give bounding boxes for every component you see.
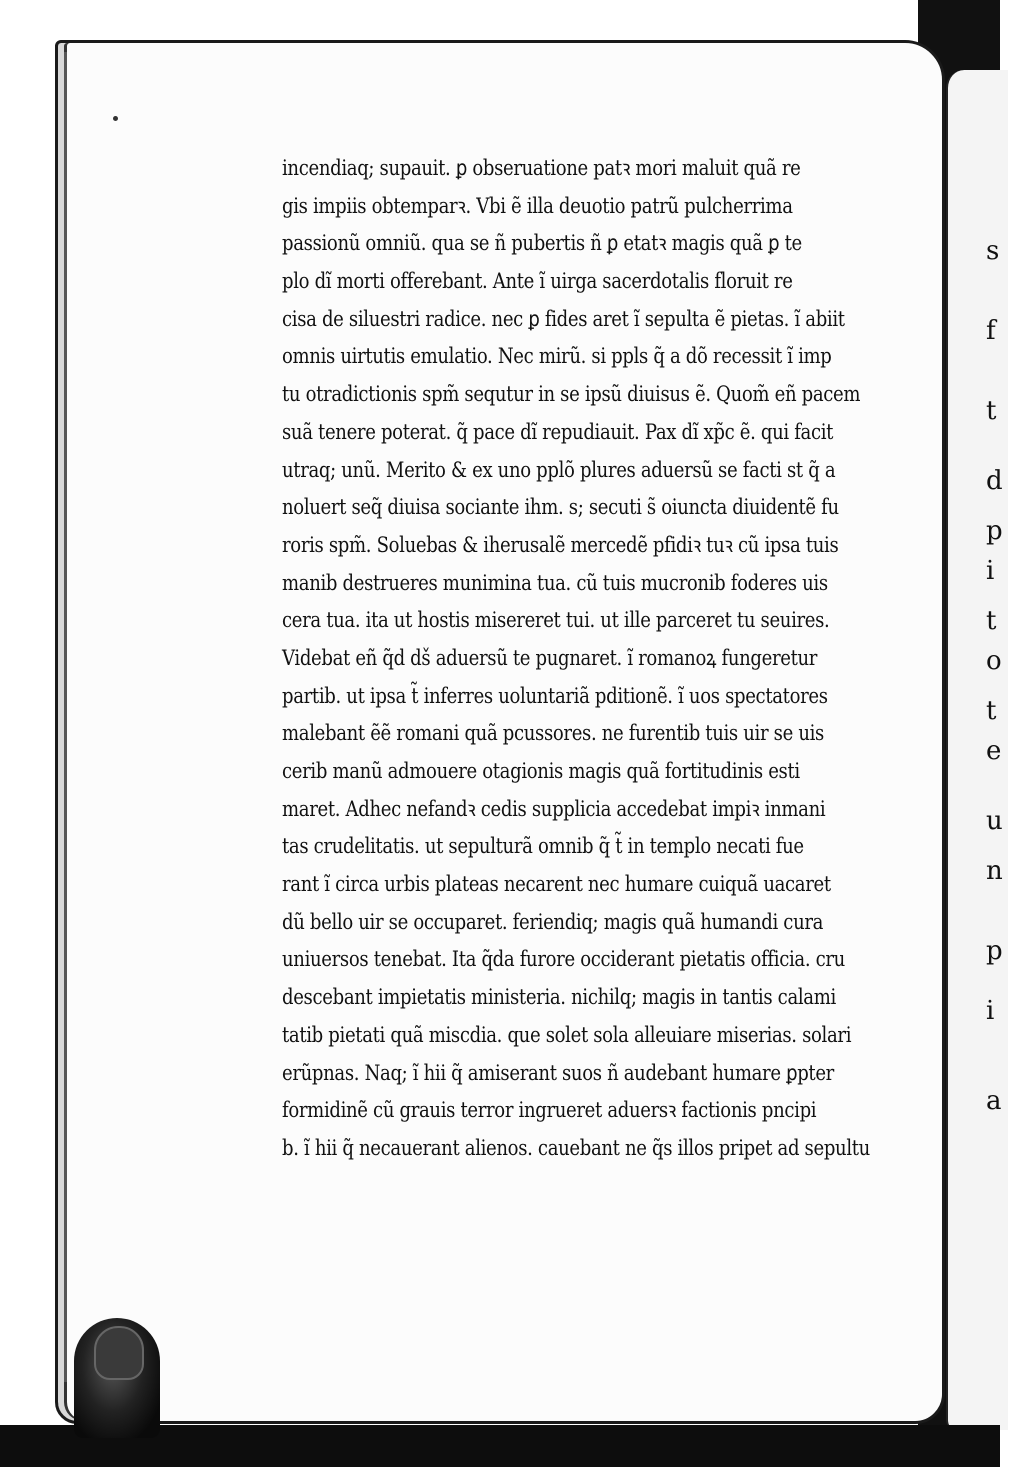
manuscript-line: Videbat eñ q̃d dš aduersũ te pugnaret. ĩ romanoꝝ fungeretur (282, 645, 818, 670)
scan-background-top (0, 0, 1000, 40)
manuscript-line: rant ĩ circa urbis plateas necarent nec humare cuiquã uacaret (282, 872, 831, 897)
manuscript-line: omnis uirtutis emulatio. Nec mirũ. si ppls q̃ a dõ recessit ĩ imp (282, 344, 832, 369)
facing-page-letter: i (986, 996, 995, 1026)
facing-page-letter: u (986, 806, 1003, 836)
manuscript-line: tas crudelitatis. ut sepulturã omnib q̃ t̃ in templo necati fue (282, 834, 804, 859)
manuscript-line: tu otradictionis spm̃ sequtur in se ipsũ diuisus ẽ. Quom̃ eñ pacem (282, 382, 861, 407)
manuscript-line: cisa de siluestri radice. nec ꝑ fides aret ĩ sepulta ẽ pietas. ĩ abiit (282, 306, 845, 331)
manuscript-line: formidinẽ cũ grauis terror ingrueret aduersꝛ factionis pncipi (282, 1098, 817, 1123)
thumb-nail (94, 1326, 144, 1380)
manuscript-line: b. ĩ hii q̃ necauerant alienos. cauebant ne q̃s illos pripet ad sepultu (282, 1135, 870, 1160)
facing-page-edge (946, 70, 1008, 1430)
manuscript-line: noluert seq̃ diuisa sociante ihm. s; secuti s̃ oiuncta diuidentẽ fu (282, 495, 839, 520)
manuscript-line: descebant impietatis ministeria. nichilq; magis in tantis calami (282, 985, 836, 1010)
manuscript-line: uniuersos tenebat. Ita q̃da furore occiderant pietatis officia. cru (282, 947, 845, 972)
facing-page-letter: a (986, 1086, 1002, 1116)
manuscript-line: tatib pietati quã miscdia. que solet sola alleuiare miserias. solari (282, 1022, 852, 1047)
manuscript-line: erũpnas. Naq; ĩ hii q̃ amiserant suos ñ audebant humare ꝑpter (282, 1060, 834, 1085)
page-edge-line (64, 52, 67, 1382)
facing-page-letter: o (986, 646, 1002, 676)
facing-page-letter: e (986, 736, 1002, 766)
manuscript-line: cerib manũ admouere otagionis magis quã fortitudinis esti (282, 759, 800, 783)
manuscript-line: plo dĩ morti offerebant. Ante ĩ uirga sacerdotalis floruit re (282, 269, 793, 294)
manuscript-line: maret. Adhec nefandꝛ cedis supplicia accedebat impiꝛ inmani (282, 796, 826, 821)
manuscript-line: passionũ omniũ. qua se ñ pubertis ñ ꝑ etatꝛ magis quã ꝑ te (282, 231, 802, 256)
manuscript-line: roris spm̃. Soluebas & iherusalẽ mercedẽ pfidiꝛ tuꝛ cũ ipsa tuis (282, 532, 839, 557)
manuscript-line: cera tua. ita ut hostis misereret tui. ut ille parceret tu seuires. (282, 608, 830, 633)
manuscript-line: suã tenere poterat. q̃ pace dĩ repudiauit. Pax dĩ xp̃c ẽ. qui facit (282, 419, 834, 444)
facing-page-letter: t (986, 606, 997, 636)
manuscript-line: dũ bello uir se occuparet. feriendiq; magis quã humandi cura (282, 909, 824, 934)
facing-page-letter: p (986, 516, 1003, 546)
manuscript-line: gis impiis obtemparꝛ. Vbi ẽ illa deuotio patrũ pulcherrima (282, 193, 793, 218)
manuscript-line: utraq; unũ. Merito & ex uno pplõ plures aduersũ se facti st q̃ a (282, 457, 836, 482)
facing-page-letter: n (986, 856, 1003, 886)
facing-page-letter: t (986, 396, 997, 426)
facing-page-letter: s (986, 236, 1000, 266)
manuscript-line: malebant ẽẽ romani quã pcussores. ne furentib tuis uir se uis (282, 721, 824, 746)
manuscript-text-block (282, 150, 912, 1168)
facing-page-letter: d (986, 466, 1003, 496)
facing-page-letter: i (986, 556, 995, 586)
facing-page-letter: t (986, 696, 997, 726)
facing-page-letter: f (986, 316, 996, 346)
manuscript-line: manib destrueres munimina tua. cũ tuis mucronib foderes uis (282, 570, 828, 595)
ink-speck (113, 116, 118, 121)
manuscript-line: partib. ut ipsa t̃ inferres uoluntariã pditionẽ. ĩ uos spectatores (282, 683, 828, 708)
manuscript-line: incendiaq; supauit. ꝑ obseruatione patꝛ mori maluit quã re (282, 156, 801, 180)
facing-page-letter: p (986, 936, 1003, 966)
